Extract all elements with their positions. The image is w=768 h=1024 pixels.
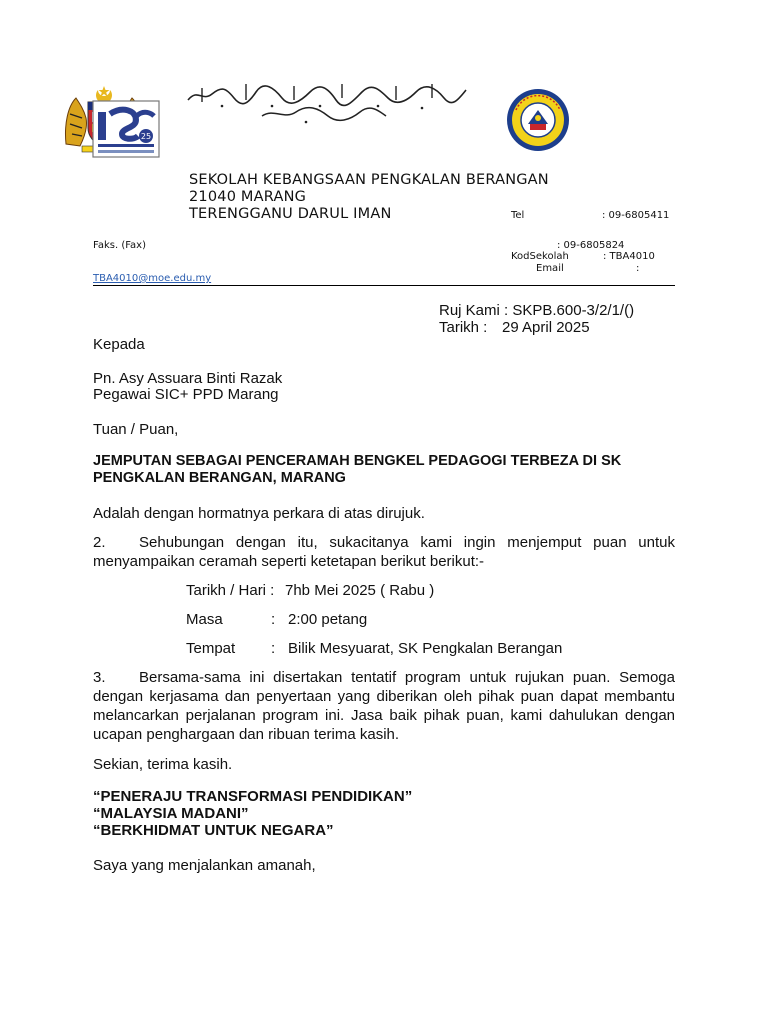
- slogan-block: [93, 788, 412, 839]
- slogan-3: “BERKHIDMAT UNTUK NEGARA”: [93, 822, 334, 839]
- slogan-2: “MALAYSIA MADANI”: [93, 805, 249, 822]
- email-value: :: [636, 263, 640, 274]
- closing-line: Sekian, terima kasih.: [93, 756, 233, 773]
- letter-date-value: 29 April 2025: [502, 319, 590, 336]
- detail-place-label: Tempat: [186, 640, 236, 657]
- paragraph-1: Adalah dengan hormatnya perkara di atas dirujuk.: [93, 505, 425, 522]
- email-label: Email: [536, 263, 564, 274]
- cluster-school-logo: [92, 100, 160, 158]
- school-emblem-logo: [506, 88, 570, 152]
- jawi-school-name-calligraphy: [182, 80, 472, 126]
- fax-value: : 09-6805824: [557, 240, 625, 251]
- paragraph-2-number: 2.: [93, 534, 106, 551]
- signoff-line: Saya yang menjalankan amanah,: [93, 857, 316, 874]
- letter-date-label: Tarikh :: [439, 319, 488, 336]
- paragraph-3-number: 3.: [93, 669, 106, 686]
- detail-time-separator: :: [271, 611, 276, 628]
- email-link[interactable]: TBA4010@moe.edu.my: [93, 273, 212, 284]
- tel-label: Tel: [511, 210, 525, 221]
- paragraph-2: Sehubungan dengan itu, sukacitanya kami ingin menjemput puan untuk menyampaikan ceramah seperti ketetapan berikut berikut:-: [93, 534, 675, 570]
- cluster-logo-number: 25: [140, 132, 152, 141]
- school-name: SEKOLAH KEBANGSAAN PENGKALAN BERANGAN: [189, 172, 549, 188]
- school-state: TERENGGANU DARUL IMAN: [189, 206, 392, 222]
- salutation: Tuan / Puan,: [93, 421, 179, 438]
- detail-place-value: Bilik Mesyuarat, SK Pengkalan Berangan: [288, 640, 563, 657]
- tel-value: : 09-6805411: [602, 210, 670, 221]
- school-code-value: : TBA4010: [603, 251, 655, 262]
- school-code-label: KodSekolah: [511, 251, 569, 262]
- school-postcode-city: 21040 MARANG: [189, 189, 307, 205]
- detail-time-label: Masa: [186, 611, 223, 628]
- letterhead-divider: [93, 285, 675, 286]
- detail-date-label: Tarikh / Hari :: [186, 582, 275, 599]
- detail-time-value: 2:00 petang: [288, 611, 368, 628]
- letter-subject: JEMPUTAN SEBAGAI PENCERAMAH BENGKEL PEDAGOGI TERBEZA DI SK PENGKALAN BERANGAN, MARANG: [93, 453, 622, 486]
- recipient-kepada: Kepada: [93, 336, 145, 353]
- school-address-block: [189, 172, 549, 223]
- detail-place-separator: :: [271, 640, 276, 657]
- reference-number: Ruj Kami : SKPB.600-3/2/1/(): [439, 302, 635, 319]
- slogan-1: “PENERAJU TRANSFORMASI PENDIDIKAN”: [93, 788, 413, 805]
- recipient-name: Pn. Asy Assuara Binti Razak: [93, 370, 283, 387]
- detail-date-value: 7hb Mei 2025 ( Rabu ): [285, 582, 435, 599]
- paragraph-3: Bersama-sama ini disertakan tentatif program untuk rujukan puan. Semoga dengan kerjasama dan penyertaan yang diberikan oleh pihak puan dapat membantu melancarkan perjalanan program ini. Jasa baik pihak puan, kami dahulukan dengan ucapan penghargaan dan ribuan terima kasih.: [93, 669, 675, 743]
- fax-label: Faks. (Fax): [93, 240, 147, 251]
- recipient-position: Pegawai SIC+ PPD Marang: [93, 386, 279, 403]
